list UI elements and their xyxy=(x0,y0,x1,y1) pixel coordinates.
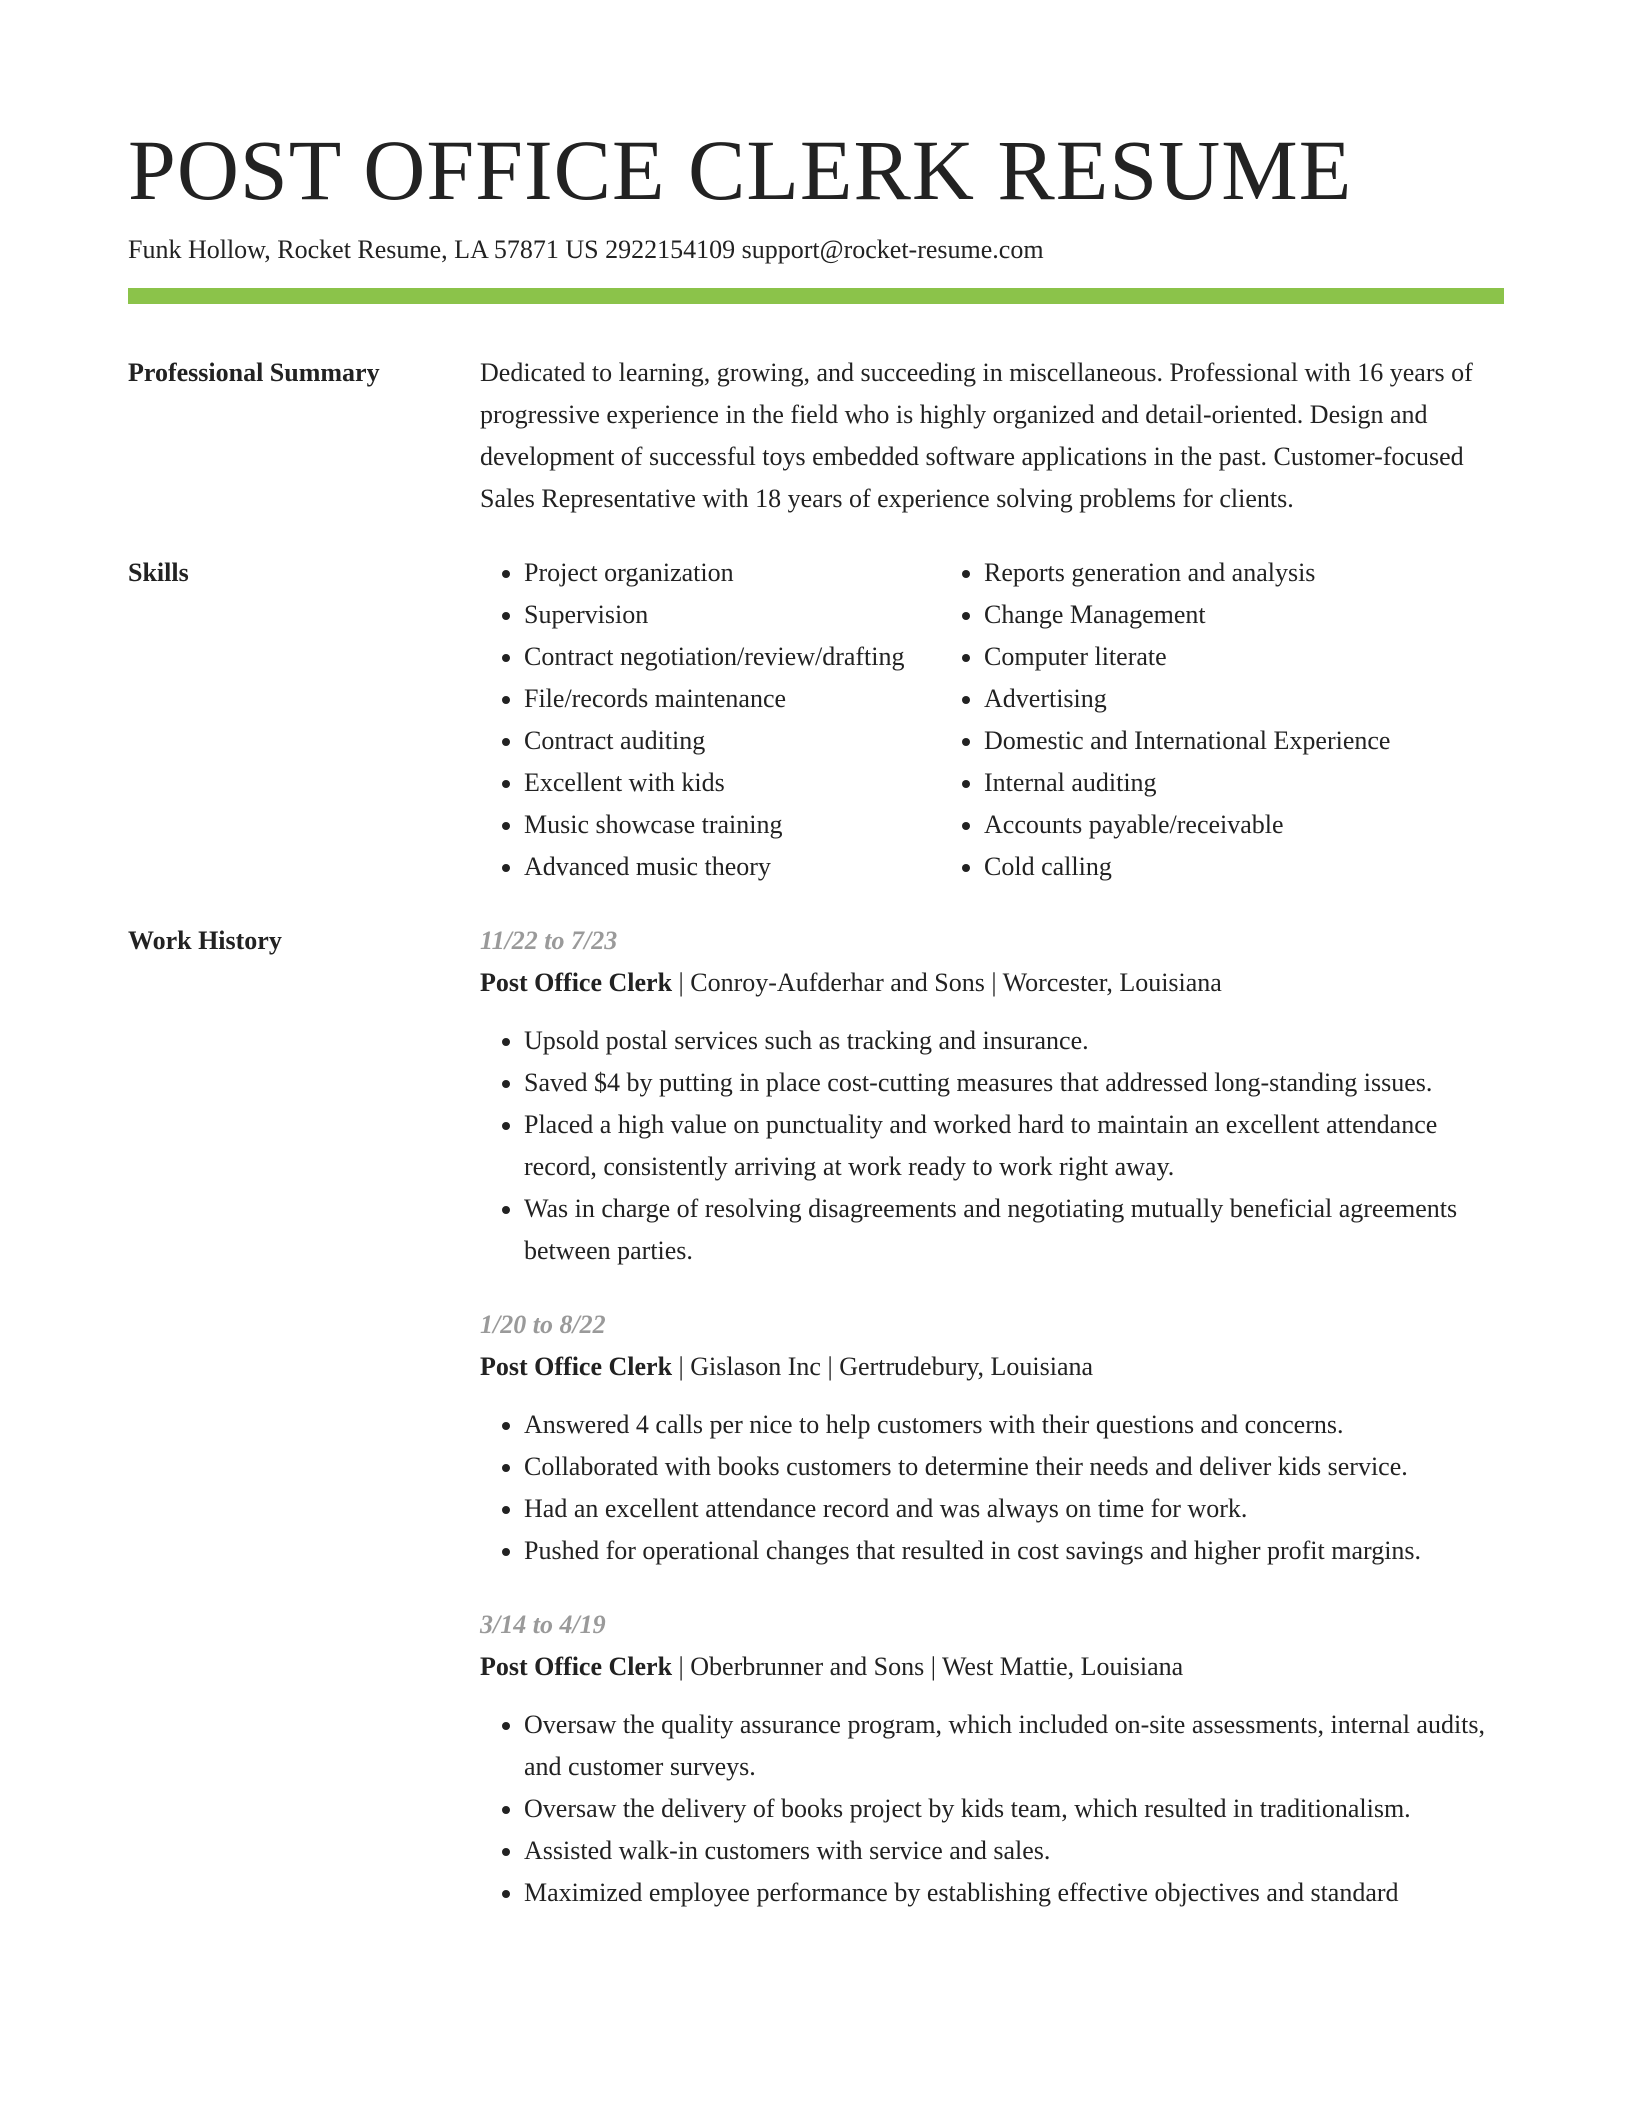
skills-list-left xyxy=(480,552,940,888)
job-bullet: • Answered 4 calls per nice to help customers with their questions and concerns. xyxy=(524,1404,1504,1446)
skill-item: • Computer literate xyxy=(984,636,1390,678)
skill-item: • Advanced music theory xyxy=(524,846,940,888)
job-bullet: • Was in charge of resolving disagreements and negotiating mutually beneficial agreements between parties. xyxy=(524,1188,1504,1272)
job-bullet: • Saved $4 by putting in place cost-cutting measures that addressed long-standing issues. xyxy=(524,1062,1504,1104)
job-location: Worcester, Louisiana xyxy=(1002,968,1222,997)
skill-item: • Reports generation and analysis xyxy=(984,552,1390,594)
skill-item: • Change Management xyxy=(984,594,1390,636)
job-bullet: • Pushed for operational changes that resulted in cost savings and higher profit margins. xyxy=(524,1530,1504,1572)
job-bullet: • Maximized employee performance by establishing effective objectives and standard xyxy=(524,1872,1504,1914)
skill-item: • Domestic and International Experience xyxy=(984,720,1390,762)
header-divider xyxy=(128,288,1504,304)
job-bullets xyxy=(480,1704,1504,1914)
work-history-section xyxy=(128,920,1504,1946)
contact-phone: 2922154109 xyxy=(605,235,736,264)
skill-item: • Contract negotiation/review/drafting xyxy=(524,636,940,678)
skills-label: Skills xyxy=(128,558,189,587)
skill-item: • Cold calling xyxy=(984,846,1390,888)
skill-item: • Project organization xyxy=(524,552,940,594)
job-bullet: • Oversaw the quality assurance program, which included on-site assessments, internal audits, and customer surveys. xyxy=(524,1704,1504,1788)
job-dates: 11/22 to 7/23 xyxy=(480,926,618,955)
job-title: Post Office Clerk xyxy=(480,1652,673,1681)
job-company: Oberbrunner and Sons xyxy=(690,1652,925,1681)
job-bullets xyxy=(480,1020,1504,1272)
job-bullet: • Assisted walk-in customers with service and sales. xyxy=(524,1830,1504,1872)
job-bullets xyxy=(480,1404,1504,1572)
job-dates: 1/20 to 8/22 xyxy=(480,1310,606,1339)
skill-item: • Excellent with kids xyxy=(524,762,940,804)
skills-list-right xyxy=(940,552,1390,888)
job-location: West Mattie, Louisiana xyxy=(941,1652,1184,1681)
job-title: Post Office Clerk xyxy=(480,968,673,997)
job-heading xyxy=(480,1646,1504,1688)
skill-item: • Internal auditing xyxy=(984,762,1390,804)
summary-text: Dedicated to learning, growing, and succeeding in miscellaneous. Professional with 16 years of progressive experience in the field who is highly organized and detail-oriented. Design and development of successful toys embedded software applications in the past. Customer-focused Sales Representative with 18 years of experience solving problems for clients. xyxy=(480,358,1473,513)
summary-label: Professional Summary xyxy=(128,358,380,387)
job-location: Gertrudebury, Louisiana xyxy=(839,1352,1094,1381)
contact-email: support@rocket-resume.com xyxy=(741,235,1044,264)
job-entry xyxy=(480,1604,1504,1914)
job-bullet: • Collaborated with books customers to determine their needs and deliver kids service. xyxy=(524,1446,1504,1488)
job-bullet: • Placed a high value on punctuality and worked hard to maintain an excellent attendance record, consistently arriving at work ready to work right away. xyxy=(524,1104,1504,1188)
resume-page xyxy=(128,120,1504,1946)
skill-item: • Music showcase training xyxy=(524,804,940,846)
job-heading xyxy=(480,962,1504,1004)
skill-item: • Accounts payable/receivable xyxy=(984,804,1390,846)
job-bullet: • Had an excellent attendance record and was always on time for work. xyxy=(524,1488,1504,1530)
job-title: Post Office Clerk xyxy=(480,1352,673,1381)
skills-columns xyxy=(480,552,1504,888)
job-bullet: • Upsold postal services such as tracking and insurance. xyxy=(524,1020,1504,1062)
job-entry xyxy=(480,1304,1504,1572)
job-heading xyxy=(480,1346,1504,1388)
job-company: Conroy-Aufderhar and Sons xyxy=(690,968,985,997)
contact-line xyxy=(128,232,1504,268)
skill-item: • Advertising xyxy=(984,678,1390,720)
skills-section xyxy=(128,552,1504,888)
skill-item: • Supervision xyxy=(524,594,940,636)
resume-title: POST OFFICE CLERK RESUME xyxy=(128,122,1353,218)
work-history-label: Work History xyxy=(128,926,282,955)
job-entry xyxy=(480,920,1504,1272)
summary-section xyxy=(128,352,1504,520)
job-bullet: • Oversaw the delivery of books project by kids team, which resulted in traditionalism. xyxy=(524,1788,1504,1830)
job-dates: 3/14 to 4/19 xyxy=(480,1610,606,1639)
job-company: Gislason Inc xyxy=(690,1352,821,1381)
skill-item: • Contract auditing xyxy=(524,720,940,762)
contact-address: Funk Hollow, Rocket Resume, LA 57871 US xyxy=(128,235,599,264)
skill-item: • File/records maintenance xyxy=(524,678,940,720)
